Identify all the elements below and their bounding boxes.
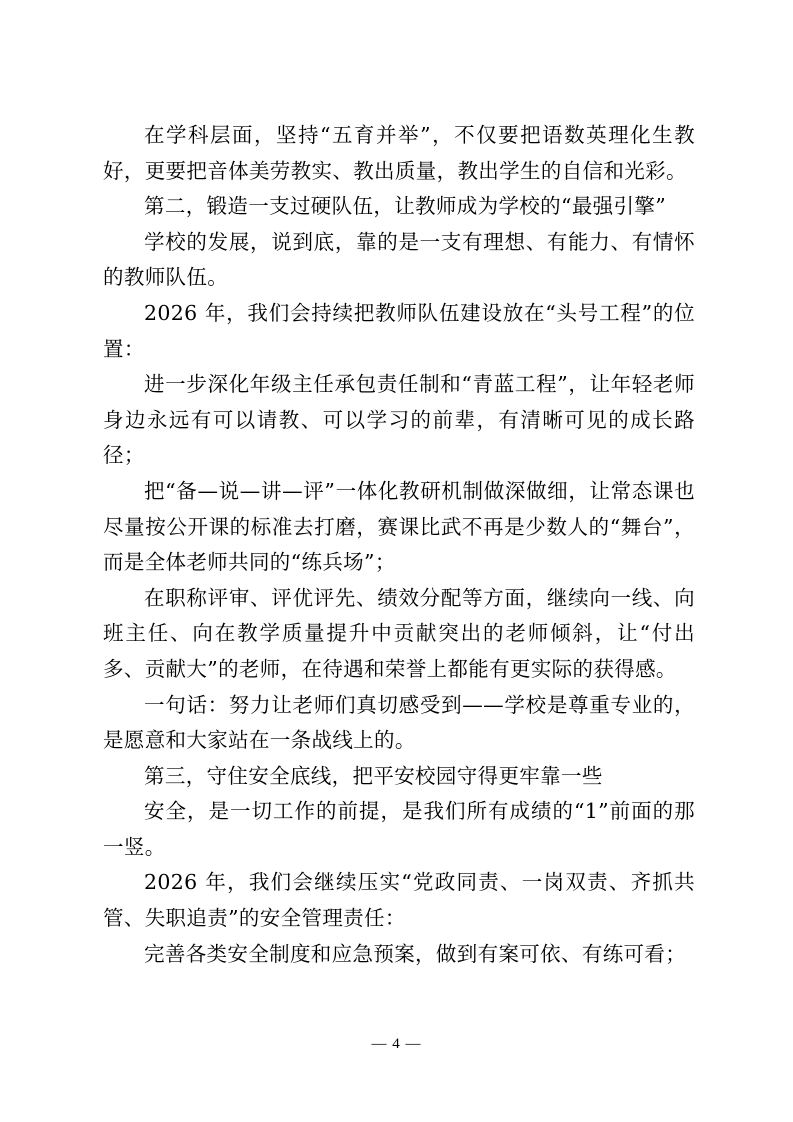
paragraph: 安全，是一切工作的前提，是我们所有成绩的“1”前面的那一竖。 [103,799,695,859]
body-text [103,118,695,972]
paragraph: 完善各类安全制度和应急预案，做到有案可依、有练可看； [144,941,687,966]
paragraph: 把“备—说—讲—评”一体化教研机制做深做细，让常态课也尽量按公开课的标准去打磨，赛课比武不再是少数人的“舞台”，而是全体老师共同的“练兵场”； [103,478,695,575]
paragraph: 一句话：努力让老师们真切感受到——学校是尊重专业的，是愿意和大家站在一条战线上的。 [103,692,695,753]
paragraph: 2026 年，我们会继续压实“党政同责、一岗双责、齐抓共管、失职追责”的安全管理责任： [103,870,695,931]
paragraph: 学校的发展，说到底，靠的是一支有理想、有能力、有情怀的教师队伍。 [103,229,695,290]
section-heading: 第二，锻造一支过硬队伍，让教师成为学校的“最强引擎” [144,194,667,219]
paragraph: 进一步深化年级主任承包责任制和“青蓝工程”，让年轻老师身边永远有可以请教、可以学习的前辈，有清晰可见的成长路径； [103,372,695,468]
section-heading: 第三，守住安全底线，把平安校园守得更牢靠一些 [144,763,603,788]
paragraph: 2026 年，我们会持续把教师队伍建设放在“头号工程”的位置： [103,300,695,361]
page-number: — 4 — [371,1036,422,1052]
paragraph: 在职称评审、评优评先、绩效分配等方面，继续向一线、向班主任、向在教学质量提升中贡献突出的老师倾斜，让“付出多、贡献大”的老师，在待遇和荣誉上都能有更实际的获得感。 [103,585,695,681]
paragraph: 在学科层面，坚持“五育并举”，不仅要把语数英理化生教好，更要把音体美劳教实、教出质量，教出学生的自信和光彩。 [103,123,695,183]
